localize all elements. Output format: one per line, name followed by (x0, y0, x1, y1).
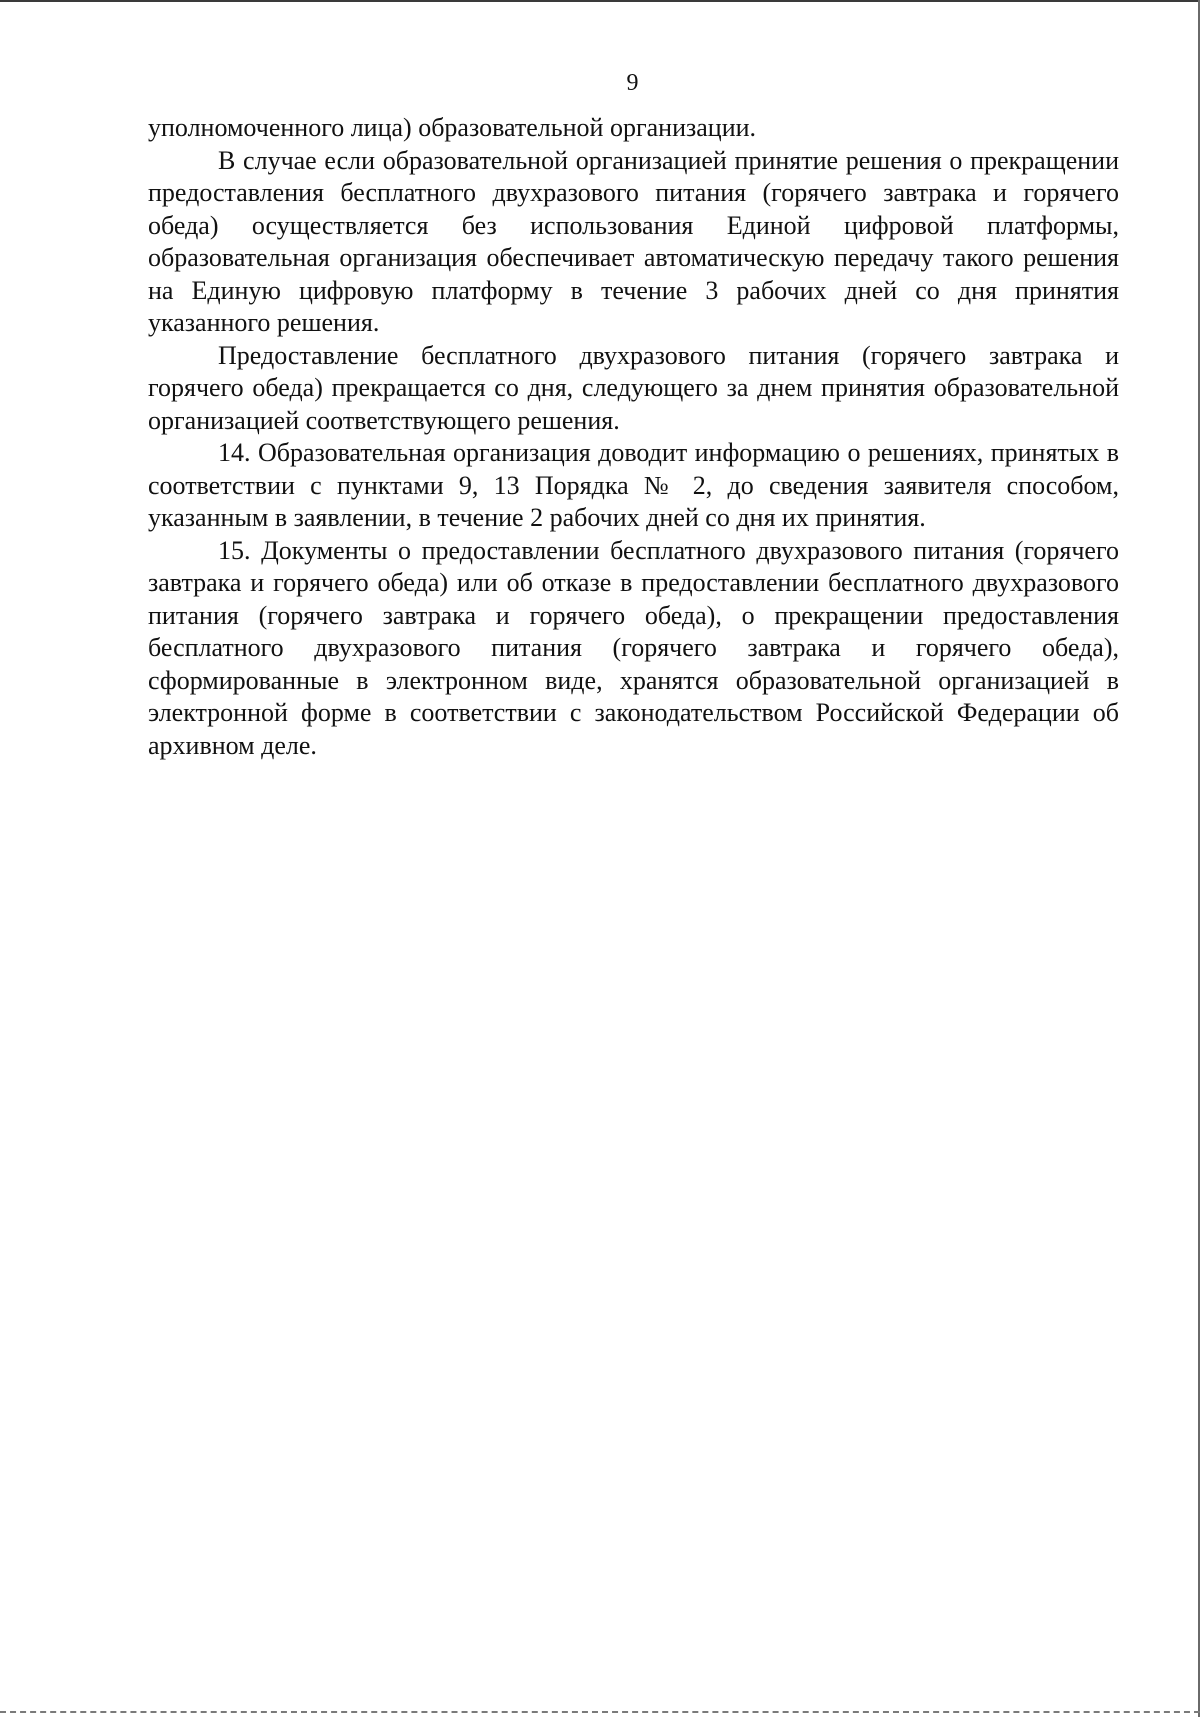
scan-edge-bottom (0, 1711, 1200, 1713)
paragraph-continuation: уполномоченного лица) образовательной организации. (148, 113, 757, 142)
page-number: 9 (626, 70, 639, 96)
scan-edge-top (0, 0, 1200, 2)
paragraph-decision-transfer: В случае если образовательной организацией принятие решения о прекращении предоставления бесплатного двухразового питания (горячего завтрака и горячего обеда) осуществляется без использования Единой цифровой платформы, образовательная организация обеспечивает автоматическую передачу такого решения на Единую цифровую платформу в течение 3 рабочих дней со дня принятия указанного решения. (148, 145, 1119, 337)
paragraph-item-14: 14. Образовательная организация доводит информацию о решениях, принятых в соответствии с пунктами 9, 13 Порядка № 2, до сведения заявителя способом, указанным в заявлении, в течение 2 рабочих дней со дня их принятия. (148, 438, 1119, 532)
paragraph-termination: Предоставление бесплатного двухразового питания (горячего завтрака и горячего обеда) прекращается со дня, следующего за днем принятия образовательной организацией соответствующего решения. (148, 340, 1119, 435)
document-body (148, 112, 1119, 762)
paragraph-item-15: 15. Документы о предоставлении бесплатного двухразового питания (горячего завтрака и горячего обеда) или об отказе в предоставлении бесплатного двухразового питания (горячего завтрака и горячего обеда), о прекращении предоставления бесплатного двухразового питания (горячего завтрака и горячего обеда), сформированные в электронном виде, хранятся образовательной организацией в электронной форме в соответствии с законодательством Российской Федерации об архивном деле. (148, 535, 1119, 760)
